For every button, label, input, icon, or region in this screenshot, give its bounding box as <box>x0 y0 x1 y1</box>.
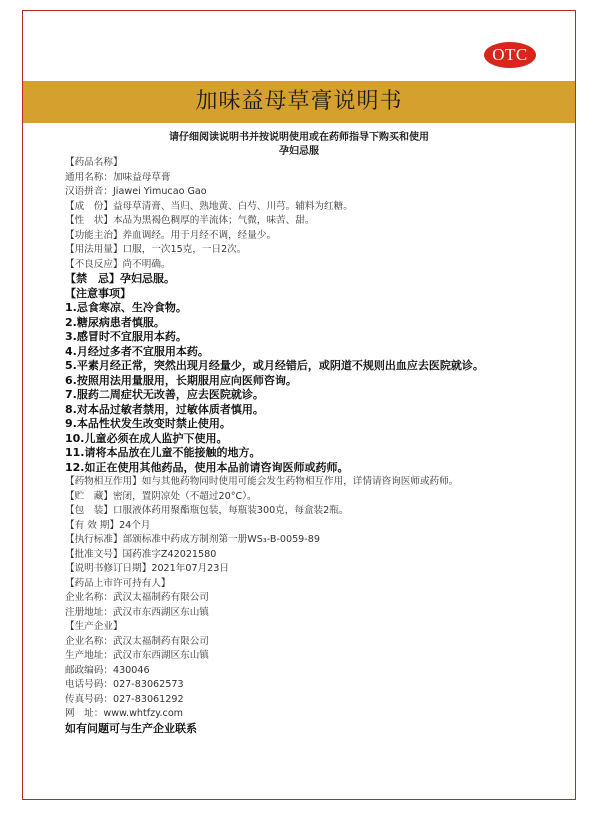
document-title: 加味益母草膏说明书 <box>195 89 403 114</box>
leaflet-line: 7.服药二周症状无改善，应去医院就诊。 <box>65 388 264 401</box>
leaflet-line: 10.儿童必须在成人监护下使用。 <box>65 431 228 445</box>
leaflet-line: 【注意事项】 <box>65 286 131 300</box>
leaflet-line: 11.请将本品放在儿童不能接触的地方。 <box>65 446 261 459</box>
leaflet-line: 【用法用量】口服，一次15克，一日2次。 <box>65 244 247 255</box>
leaflet-line: 5.平素月经正常，突然出现月经量少，或月经错后，或阴道不规则出血应去医院就诊。 <box>65 359 484 372</box>
leaflet-line: 【贮 藏】密闭，置阴凉处（不超过20°C）。 <box>65 490 257 502</box>
leaflet-line: 2.糖尿病患者慎服。 <box>65 315 165 329</box>
leaflet-line: 【执行标准】部颁标准中药成方制剂第一册WS₃-B-0059-89 <box>65 534 320 545</box>
leaflet-line: 企业名称：武汉太福制药有限公司 <box>65 635 209 647</box>
usage-notice: 请仔细阅读说明书并按说明使用或在药师指导下购买和使用 <box>169 132 429 143</box>
leaflet-line: 【不良反应】尚不明确。 <box>65 258 171 270</box>
leaflet-line: 4.月经过多者不宜服用本药。 <box>65 344 209 358</box>
leaflet-body <box>65 156 565 736</box>
leaflet-line: 【药物相互作用】如与其他药物同时使用可能会发生药物相互作用，详情请咨询医师或药师。 <box>65 476 459 487</box>
leaflet-line: 【禁 忌】孕妇忌服。 <box>65 272 175 285</box>
leaflet-line: 传真号码：027-83061292 <box>65 693 184 705</box>
leaflet-line: 【包 装】口服液体药用聚酯瓶包装，每瓶装300克，每盒装2瓶。 <box>65 505 349 516</box>
leaflet-line: 12.如正在使用其他药品，使用本品前请咨询医师或药师。 <box>65 460 349 474</box>
leaflet-line: 【有 效 期】24个月 <box>65 519 151 531</box>
leaflet-line: 6.按照用法用量服用，长期服用应向医师咨询。 <box>65 373 297 387</box>
leaflet-line: 【批准文号】国药准字Z42021580 <box>65 548 217 560</box>
leaflet-line: 【性 状】本品为黑褐色稠厚的半流体；气微，味苦、甜。 <box>65 215 315 226</box>
leaflet-line: 企业名称：武汉太福制药有限公司 <box>65 592 209 603</box>
leaflet-line: 3.感冒时不宜服用本药。 <box>65 330 187 343</box>
leaflet-line: 【功能主治】养血调经。用于月经不调，经量少。 <box>65 229 277 241</box>
leaflet-line: 汉语拼音：Jiawei Yimucao Gao <box>65 186 207 197</box>
leaflet-line: 通用名称：加味益母草膏 <box>65 171 171 183</box>
leaflet-line: 邮政编码：430046 <box>65 664 150 676</box>
leaflet-line: 电话号码：027-83062573 <box>65 679 184 690</box>
leaflet-line: 【药品上市许可持有人】 <box>65 577 171 589</box>
leaflet-line: 【说明书修订日期】2021年07月23日 <box>65 563 229 574</box>
leaflet-line: 【药品名称】 <box>65 157 123 168</box>
leaflet-line: 【生产企业】 <box>65 621 123 632</box>
pregnancy-warning: 孕妇忌服 <box>279 146 319 157</box>
leaflet-line: 9.本品性状发生改变时禁止使用。 <box>65 417 231 430</box>
leaflet-line: 1.忌食寒凉、生冷食物。 <box>65 301 187 314</box>
leaflet-line: 【成 份】益母草清膏、当归、熟地黄、白芍、川芎。辅料为红糖。 <box>65 200 353 212</box>
leaflet-line: 网 址：www.whtfzy.com <box>65 708 184 719</box>
leaflet-line: 注册地址：武汉市东西湖区东山镇 <box>65 606 209 618</box>
leaflet-line: 生产地址：武汉市东西湖区东山镇 <box>65 650 209 661</box>
leaflet-line: 如有问题可与生产企业联系 <box>65 721 197 735</box>
title-banner <box>23 81 575 123</box>
otc-badge: OTC <box>484 42 536 68</box>
leaflet-line: 8.对本品过敏者禁用，过敏体质者慎用。 <box>65 402 264 416</box>
